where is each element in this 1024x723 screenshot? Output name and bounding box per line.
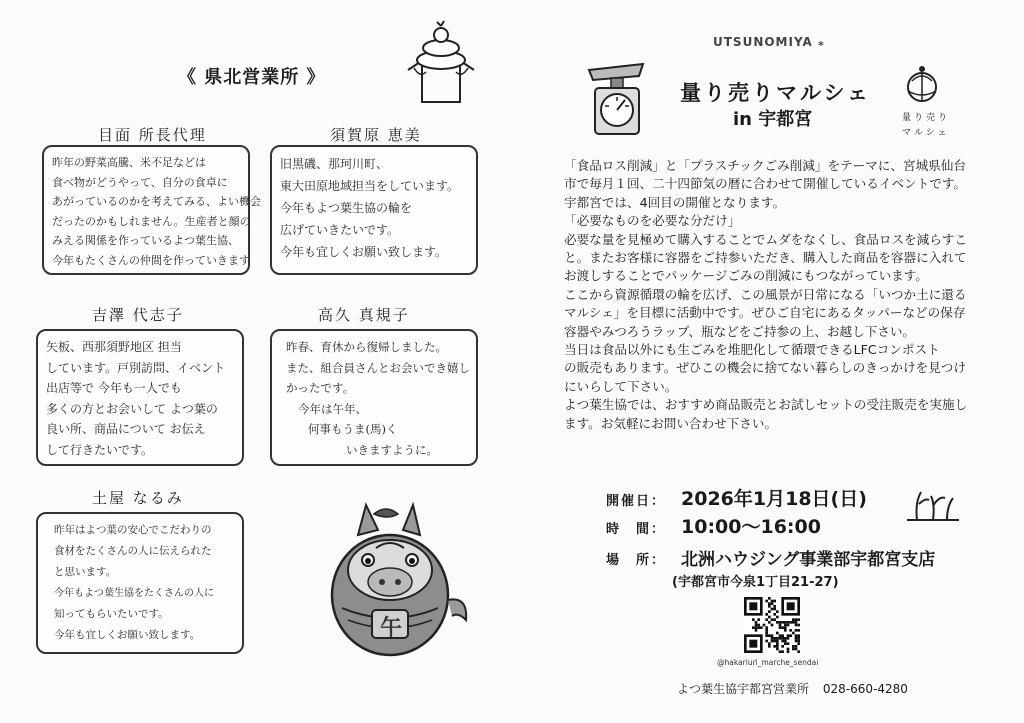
footer-tel: 028-660-4280 [822, 682, 908, 696]
staff-message-line: して行きたいです。 [46, 442, 154, 457]
description-line: お渡しすることでパッケージごみの削減にもつながっています。 [564, 268, 928, 284]
staff-message-line: 食べ物がどうやって、自分の食卓に [52, 175, 228, 189]
staff-message-line: 東大田原地域担当をしています。 [280, 179, 460, 193]
description-line: 当日は食品以外にも生ごみを堆肥化して循環できるLFCコンポスト [564, 342, 940, 358]
staff-message-line: 旧黒磯、那珂川町、 [280, 157, 389, 171]
place-address: (宇都宮市今泉1丁目21-27) [672, 575, 839, 590]
place-label: 場 所： [606, 553, 667, 568]
staff-message-line: 昨年の野菜高騰、米不足などは [52, 156, 206, 169]
staff-message-line: いきますように。 [346, 442, 438, 457]
time-value: 10:00〜16:00 [681, 516, 821, 538]
staff-message-box-4 [270, 329, 478, 466]
marche-logo-text-1: 量り売り [902, 113, 951, 123]
staff-message-line: だったのかもしれません。生産者と顔の [52, 214, 251, 228]
staff-message-line: 今年も宜しくお願い致します。 [280, 245, 448, 259]
qr-code[interactable] [744, 597, 800, 653]
event-title: 量り売りマルシェ [680, 81, 872, 105]
staff-message-box-1 [42, 145, 261, 275]
staff-name-2: 須賀原 恵美 [330, 126, 422, 144]
staff-message-line: 何事もうま(馬)く [308, 422, 398, 436]
description-line: ます。お気軽にお問い合わせ下さい。 [564, 415, 778, 431]
description-line: 「必要なものを必要な分だけ」 [564, 213, 741, 229]
staff-name-1: 目面 所長代理 [98, 126, 207, 144]
instagram-handle: @hakariuri_marche_sendai [717, 658, 819, 667]
brand-label [713, 35, 825, 49]
brand-text: UTSUNOMIYA [713, 35, 813, 49]
staff-message-line: 食材をたくさんの人に伝えられた [54, 545, 212, 557]
description-line: よつ葉生協では、おすすめ商品販売とお試しセットの受注販売を実施し [564, 397, 968, 413]
staff-message-line: しています。戸別訪問、イベント [46, 360, 226, 375]
staff-name-4: 高久 真規子 [318, 306, 410, 324]
staff-message-line: また、組合員さんとお会いでき嬉し [286, 360, 470, 375]
description-line: ここから資源循環の輪を広げ、この風景が日常になる「いつか土に還る [564, 286, 967, 302]
office-title: 《 県北営業所 》 [178, 67, 326, 88]
daruma-character: 午 [380, 615, 403, 641]
event-subtitle: in 宇都宮 [733, 109, 813, 130]
staff-name-5: 土屋 なるみ [92, 489, 184, 507]
staff-message-line: 今年もたくさんの仲間を作っていきます [52, 253, 250, 267]
staff-message-line: 多くの方とお会いして よつ葉の [46, 401, 218, 416]
description-line: 「食品ロス削減」と「プラスチックごみ削減」をテーマに、宮城県仙台 [564, 158, 966, 173]
plant-sprout-illustration [905, 484, 961, 526]
sprout-icon: ⁎ [817, 36, 825, 49]
description-line: 宇都宮では、4回目の開催となります。 [564, 194, 786, 210]
staff-message-line: 今年は午年、 [298, 401, 367, 416]
staff-message-line: あがっているのかを考えてみる、よい機会 [52, 195, 261, 208]
date-label: 開催日： [606, 494, 667, 509]
staff-message-box-5 [36, 512, 244, 654]
staff-message-line: 今年も宜しくお願い致します。 [54, 629, 201, 641]
description-line: 容器やみつろうラップ、瓶などをご持参の上、お越し下さい。 [564, 323, 916, 339]
qr-code-pattern [744, 597, 800, 653]
description-line: マルシェ」を目標に活動中です。ぜひご自宅にあるタッパーなどの保存 [564, 305, 966, 321]
marche-logo-text-2: マルシェ [902, 128, 950, 138]
date-value: 2026年1月18日(日) [681, 488, 867, 510]
description-line: 必要な量を見極めて購入することでムダをなくし、食品ロスを減らすこ [564, 231, 967, 247]
staff-message-line: 出店等で 今年も一人でも [46, 381, 182, 395]
staff-message-line: 今年もよつ葉生協の輪を [280, 201, 413, 215]
staff-name-3: 吉澤 代志子 [92, 306, 184, 324]
description-line: の販売もあります。ぜひこの機会に捨てない暮らしのきっかけを見つけ [564, 360, 966, 376]
description-line: にいらして下さい。 [564, 378, 678, 394]
staff-message-line: みえる関係を作っているよつ葉生協、 [52, 234, 239, 247]
kagami-mochi-illustration [404, 18, 478, 106]
staff-message-line: 昨年はよつ葉の安心でこだわりの [54, 524, 212, 536]
place-value: 北洲ハウジング事業部宇都宮支店 [681, 550, 936, 570]
time-label: 時 間： [606, 522, 667, 537]
staff-message-line: かったです。 [286, 381, 355, 395]
staff-message-line: 昨春、育休から復帰しました。 [286, 340, 447, 354]
staff-message-line: 矢板、西那須野地区 担当 [46, 340, 182, 354]
staff-message-line: 広げていきたいです。 [280, 223, 400, 237]
marche-logo-icon [900, 63, 944, 107]
staff-message-box-2 [270, 145, 478, 275]
staff-message-line: 良い所、商品について お伝え [46, 422, 206, 436]
description-line: と。またお客様に容器をご持参いただき、購入した商品を容器に入れて [564, 250, 967, 266]
footer-org-name: よつ葉生協宇都宮営業所 [677, 682, 810, 696]
staff-message-line: 知ってもらいたいです。 [54, 608, 169, 620]
staff-message-box-3 [36, 329, 244, 466]
description-line: 市で毎月１回、二十四節気の暦に合わせて開催しているイベントです。 [564, 176, 966, 192]
scale-illustration [585, 60, 649, 140]
footer-organization [677, 680, 908, 697]
staff-message-line: と思います。 [54, 566, 117, 578]
event-description [564, 157, 967, 433]
staff-message-line: 今年もよつ葉生協をたくさんの人に [54, 588, 214, 599]
